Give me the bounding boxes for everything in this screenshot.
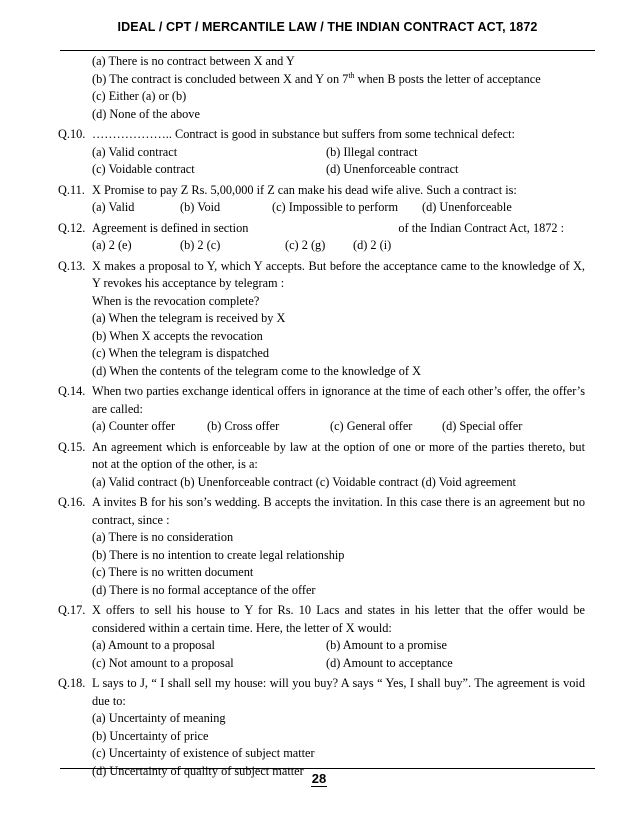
option-a: (a) Valid [92,200,135,214]
option-d: (d) None of the above [92,106,200,121]
option-c: (c) When the telegram is dispatched [92,346,269,360]
question-text: X Promise to pay Z Rs. 5,00,000 if Z can make his dead wife alive. Such a contract is: [92,182,517,197]
option-a: (a) There is no contract between X and Y [92,54,295,68]
question-12 [58,220,585,255]
option-d: (d) Uncertainty of quality of subject matter [92,763,304,778]
page-number: 28 [311,771,327,786]
question-number: Q.14. [58,384,86,398]
question-text: ……………….. Contract is good in substance but suffers from some technical defect: [92,127,515,141]
option-d: (d) There is no formal acceptance of the offer [92,582,316,597]
option-a: (a) Counter offer [92,419,176,433]
option-b: (b) Amount to a promise [326,638,447,652]
option-b: (b) When X accepts the revocation [92,328,263,343]
option-d: (d) Amount to acceptance [326,655,453,670]
question-14 [58,383,585,436]
question-number: Q.16. [58,495,86,509]
question-subtext: When is the revocation complete? [92,293,260,308]
option-c: (c) Voidable contract [92,162,195,176]
question-text: X makes a proposal to Y, which Y accepts. But before the acceptance came to the knowledge of X, Y revokes his acceptance by telegram : [92,258,585,290]
option-b: (b) There is no intention to create legal relationship [92,547,345,562]
option-b: (b) Void [180,200,221,214]
option-d: (d) Unenforceable contract [326,162,459,176]
footer-rule [60,768,595,769]
question-list [58,53,585,780]
question-number: Q.10. [58,127,86,141]
question-15 [58,439,585,492]
question-number: Q.11. [58,182,85,197]
question-text: X offers to sell his house to Y for Rs. 10 Lacs and states in his letter that the offer would be considered within a certain time. Here, the letter of X would: [92,603,585,635]
option-a: (a) Amount to a proposal [92,638,215,652]
question-11 [58,182,585,217]
question-17 [58,602,585,672]
question-number: Q.13. [58,258,86,273]
question-18 [58,675,585,780]
question-text: L says to J, “ I shall sell my house: will you buy? A says “ Yes, I shall buy”. The agreement is void due to: [92,676,585,708]
option-b: (b) Illegal contract [326,144,418,159]
question-text: When two parties exchange identical offers in ignorance at the time of each other’s offer, the offer’s are called: [92,384,585,416]
option-c: (c) Uncertainty of existence of subject matter [92,746,315,760]
option-c: (c) Impossible to perform [272,200,399,214]
question-number: Q.12. [58,220,86,235]
option-c: (c) 2 (g) [285,238,326,252]
option-c: (c) There is no written document [92,565,254,579]
question-number: Q.18. [58,676,86,690]
option-c: (c) General offer [330,419,413,433]
question-number: Q.15. [58,439,86,454]
page-footer [0,771,638,786]
question-10 [58,126,585,179]
question-text: An agreement which is enforceable by law at the option of one or more of the parties thereto, but not at the option of the other, is a: [92,439,585,471]
option-c: (c) Either (a) or (b) [92,89,187,103]
page-header: IDEAL / CPT / MERCANTILE LAW / THE INDIAN CONTRACT ACT, 1872 [117,20,538,34]
previous-question-options [58,53,585,123]
option-b: (b) Uncertainty of price [92,728,209,743]
option-b: (b) The contract is concluded between X and Y on 7th when B posts the letter of acceptance [92,70,541,86]
option-d: (d) Unenforceable [422,200,512,214]
option-a: (a) 2 (e) [92,238,132,252]
option-a: (a) When the telegram is received by X [92,311,286,325]
question-text: A invites B for his son’s wedding. B accepts the invitation. In this case there is an agreement but no contract, since : [92,495,585,527]
option-c: (c) Not amount to a proposal [92,655,234,670]
option-d: (d) Special offer [442,419,523,433]
option-a: (a) Valid contract [92,144,178,159]
option-b: (b) 2 (c) [180,238,221,252]
question-number: Q.17. [58,603,86,617]
question-text: Agreement is defined in section of the Indian Contract Act, 1872 : [92,220,565,235]
option-a: (a) There is no consideration [92,530,234,544]
option-b: (b) Cross offer [207,419,280,433]
question-13 [58,258,585,381]
question-16 [58,494,585,599]
options-line: (a) Valid contract (b) Unenforceable contract (c) Voidable contract (d) Void agreement [92,474,516,489]
option-d: (d) 2 (i) [353,238,392,252]
option-a: (a) Uncertainty of meaning [92,711,226,725]
header-rule [60,50,595,51]
option-d: (d) When the contents of the telegram come to the knowledge of X [92,363,421,378]
